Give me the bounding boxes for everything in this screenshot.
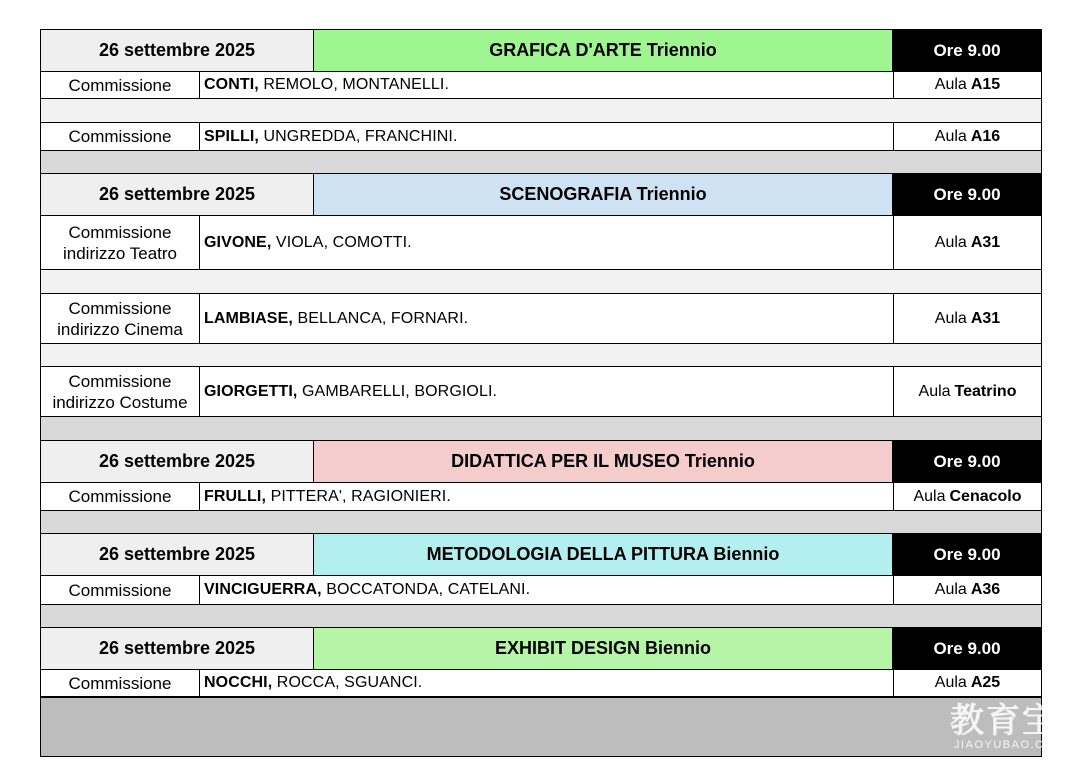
session-time: Ore 9.00 [893,174,1041,215]
commission-other-members: REMOLO, MONTANELLI. [258,76,450,93]
room-prefix: Aula [934,127,967,145]
section-separator [40,511,1042,533]
commission-room [894,294,1041,343]
commission-president: SPILLI, [204,127,259,145]
session-time: Ore 9.00 [893,628,1041,669]
commission-label [41,294,200,343]
commission-other-members: BOCCATONDA, CATELANI. [321,581,531,598]
commission-label-line-2: indirizzo Costume [52,392,188,412]
commission-members [200,483,894,510]
room-prefix: Aula [934,581,967,598]
room-name: A16 [970,127,1001,145]
session-header [40,173,1042,216]
commission-row [40,482,1042,511]
spacer-band [40,270,1042,293]
footer-blank-area [40,697,1042,757]
commission-label-line-1: Commissione [68,298,172,318]
commission-members [200,367,894,416]
room-name: A25 [970,674,1001,691]
room-name: A31 [970,309,1001,327]
commission-members [200,123,894,150]
commission-label-line-2: indirizzo Teatro [62,243,178,263]
spacer-band [40,99,1042,122]
room-prefix: Aula [934,76,967,93]
watermark-url: JIAOYUBAO.CN [954,739,1054,751]
commission-label-line-1: Commissione [68,127,172,146]
commission-label [41,576,200,604]
room-name: A36 [970,581,1001,598]
room-prefix: Aula [934,674,967,691]
session-date: 26 settembre 2025 [41,534,314,575]
commission-label-line-2: indirizzo Cinema [57,319,183,339]
commission-room [894,483,1041,510]
room-prefix: Aula [934,309,967,327]
spacer-band [40,344,1042,366]
commission-president: NOCCHI, [204,674,273,691]
commission-label-line-1: Commissione [68,580,172,600]
commission-room [894,72,1041,98]
commission-label-line-1: Commissione [68,487,172,506]
room-prefix: Aula [918,382,951,400]
course-title: EXHIBIT DESIGN Biennio [314,628,893,669]
commission-members [200,670,894,696]
commission-president: LAMBIASE, [204,309,293,327]
session-time: Ore 9.00 [893,441,1041,482]
commission-other-members: BELLANCA, FORNARI. [292,309,469,327]
commission-other-members: VIOLA, COMOTTI. [271,233,412,251]
commission-label-line-1: Commissione [68,673,172,693]
commission-president: FRULLI, [204,487,267,505]
section-separator [40,417,1042,440]
course-title: GRAFICA D'ARTE Triennio [314,30,893,71]
commission-president: GIVONE, [204,233,272,251]
commission-room [894,216,1041,269]
commission-label [41,72,200,98]
room-name: A15 [970,76,1001,93]
session-time: Ore 9.00 [893,534,1041,575]
commission-row [40,215,1042,270]
commission-label [41,123,200,150]
watermark-text: 教育宝 [950,702,1058,740]
course-title: SCENOGRAFIA Triennio [314,174,893,215]
session-time: Ore 9.00 [893,30,1041,71]
room-name: A31 [970,233,1001,251]
commission-row [40,669,1042,697]
room-name: Teatrino [954,382,1017,400]
commission-label-line-1: Commissione [68,222,172,242]
course-title: METODOLOGIA DELLA PITTURA Biennio [314,534,893,575]
commission-members [200,576,894,604]
commission-room [894,367,1041,416]
commission-other-members: PITTERA', RAGIONIERI. [266,487,451,505]
commission-row [40,575,1042,605]
commission-room [894,576,1041,604]
commission-row [40,122,1042,151]
room-name: Cenacolo [949,487,1022,505]
commission-members [200,294,894,343]
commission-president: CONTI, [204,76,259,93]
commission-other-members: ROCCA, SGUANCI. [272,674,423,691]
commission-members [200,216,894,269]
commission-room [894,123,1041,150]
commission-president: GIORGETTI, [204,382,298,400]
session-header [40,440,1042,483]
commission-row [40,293,1042,344]
session-date: 26 settembre 2025 [41,30,314,71]
course-title: DIDATTICA PER IL MUSEO Triennio [314,441,893,482]
section-separator [40,605,1042,627]
section-separator [40,151,1042,173]
room-prefix: Aula [934,233,967,251]
commission-label-line-1: Commissione [68,75,172,95]
commission-president: VINCIGUERRA, [204,581,322,598]
commission-room [894,670,1041,696]
commission-row [40,71,1042,99]
session-header [40,627,1042,670]
session-date: 26 settembre 2025 [41,174,314,215]
room-prefix: Aula [913,487,946,505]
commission-label [41,216,200,269]
commission-members [200,72,894,98]
watermark-logo [950,703,1058,751]
commission-other-members: GAMBARELLI, BORGIOLI. [297,382,498,400]
session-date: 26 settembre 2025 [41,441,314,482]
commission-other-members: UNGREDDA, FRANCHINI. [258,127,458,145]
exam-schedule-sheet [40,29,1042,757]
commission-label [41,670,200,696]
session-header [40,29,1042,72]
commission-label [41,483,200,510]
commission-row [40,366,1042,417]
commission-label [41,367,200,416]
commission-label-line-1: Commissione [68,371,172,391]
session-header [40,533,1042,576]
session-date: 26 settembre 2025 [41,628,314,669]
